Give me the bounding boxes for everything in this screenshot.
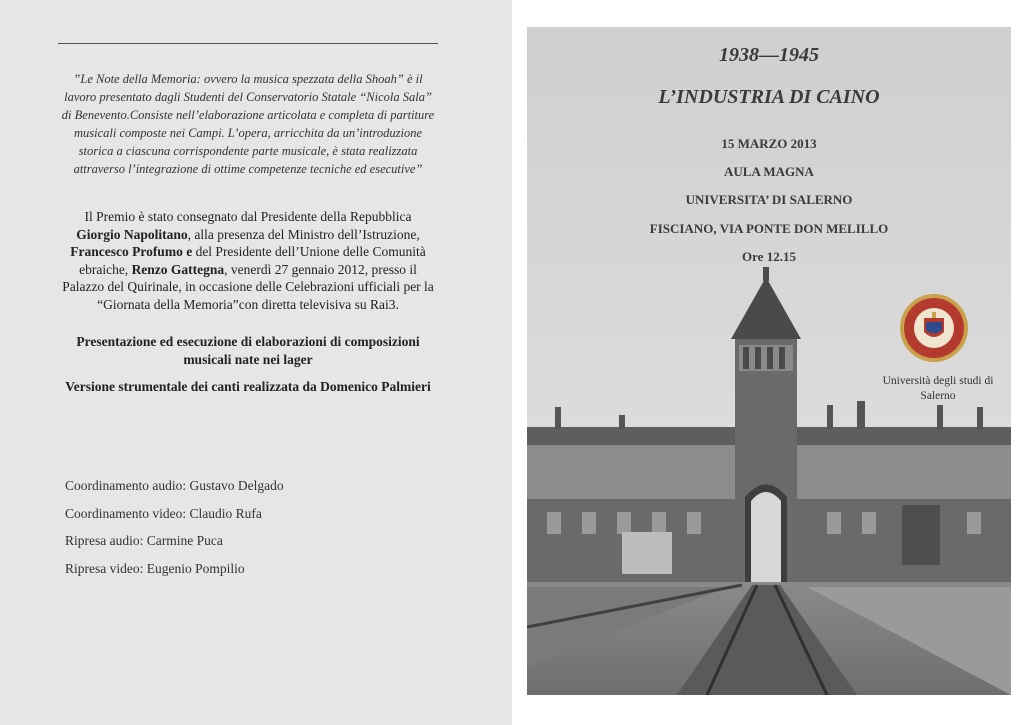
award-name-1: Giorgio Napolitano (76, 226, 188, 242)
version-heading: Versione strumentale dei canti realizzata da Domenico Palmieri (65, 379, 431, 394)
event-address: FISCIANO, VIA PONTE DON MELILLO (649, 221, 889, 236)
award-text-4: , venerdì 27 gennaio 2012, presso il Palazzo del Quirinale, in occasione delle Celebrazioni ufficiali per la “Giornata della Memoria”con diretta televisiva su Rai3. (62, 261, 434, 312)
event-university: UNIVERSITA’ DI SALERNO (685, 192, 853, 207)
credits-list (65, 477, 445, 587)
event-place: AULA MAGNA (724, 164, 814, 179)
credit-item: Ripresa audio: Carmine Puca (65, 533, 223, 548)
award-name-3: Renzo Gattegna (131, 261, 225, 277)
university-seal-icon (898, 292, 970, 364)
presentation-heading: Presentazione ed esecuzione di elaborazioni di composizioni musicali nate nei lager (76, 334, 420, 367)
credit-item: Coordinamento video: Claudio Rufa (65, 505, 262, 521)
award-text-3: del Presidente dell’Unione delle Comunità ebraiche, (79, 244, 426, 277)
credit-item: Coordinamento audio: Gustavo Delgado (65, 478, 284, 493)
event-title: L’INDUSTRIA DI CAINO (658, 86, 880, 108)
award-name-2: Francesco Profumo e (70, 244, 193, 259)
years-heading: 1938—1945 (719, 44, 819, 66)
award-text-2: , alla presenza del Ministro dell’Istruzione, (187, 226, 420, 242)
award-paragraph (62, 208, 434, 313)
award-text-1: Il Premio è stato consegnato dal Presidente della Repubblica (84, 209, 412, 224)
quote-text: ”Le Note della Memoria: ovvero la musica spezzata della Shoah” è il lavoro presentato dagli Studenti del Conservatorio Statale “Nicola Sala” di Benevento.Consiste nell’elaborazione articolata e completa di partiture musicali composte nei Campi. L’opera, arricchita da un’introduzione storica a ciascuna corrispondente parte musicale, è stata realizzata attraverso l’integrazione di ottime competenze tecniche ed esecutive” (61, 72, 435, 176)
event-time: Ore 12.15 (742, 249, 796, 264)
credit-item: Ripresa video: Eugenio Pompilio (65, 560, 245, 576)
event-date: 15 MARZO 2013 (721, 136, 817, 151)
university-label: Università degli studi di Salerno (882, 375, 994, 402)
divider (58, 43, 438, 44)
